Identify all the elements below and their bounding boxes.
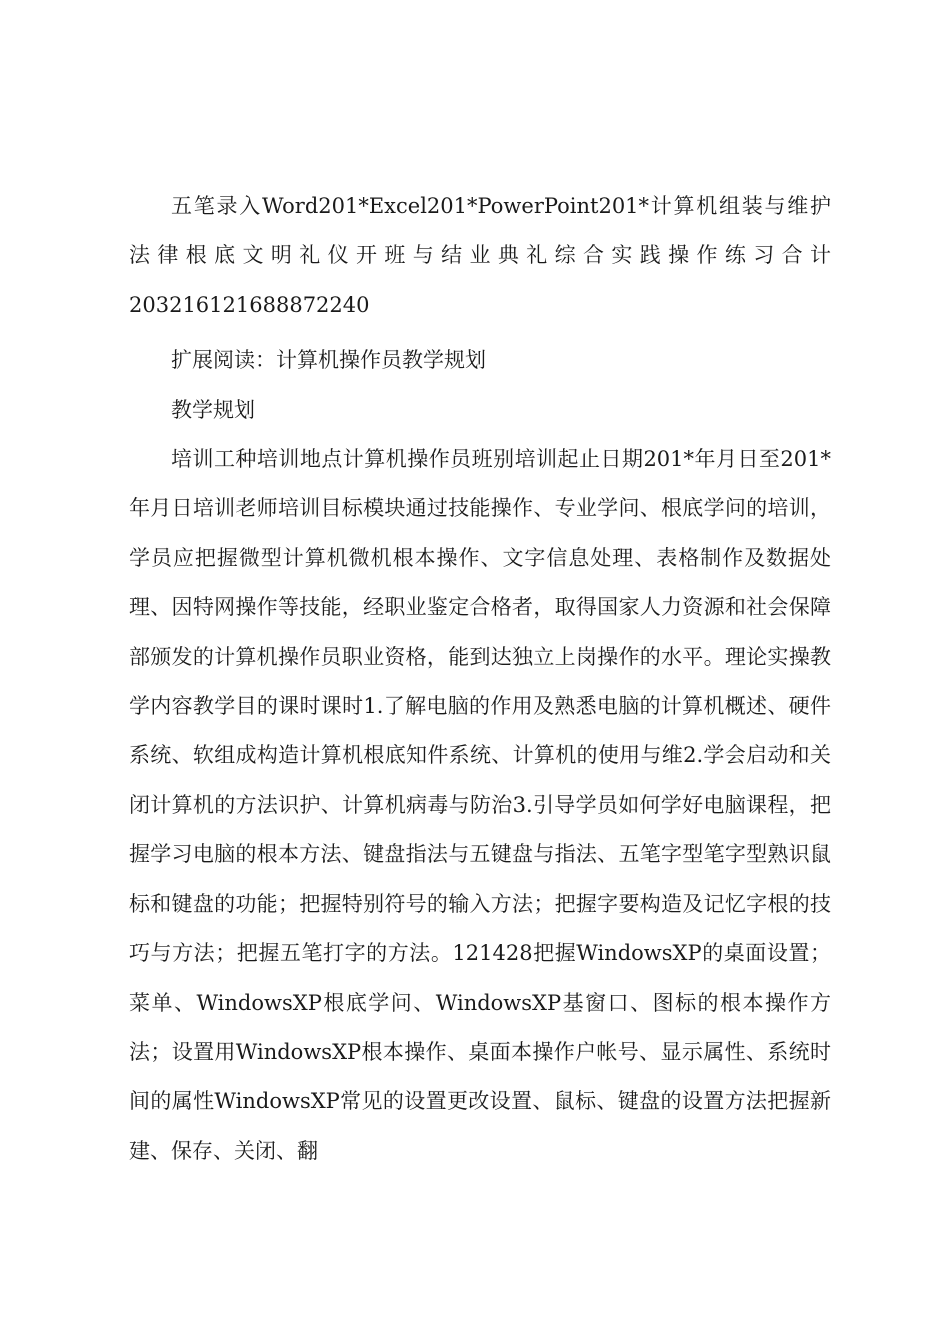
paragraph-training-plan: 培训工种培训地点计算机操作员班别培训起止日期201*年月日至201*年月日培训老师培训目标模块通过技能操作、专业学问、根底学问的培训，学员应把握微型计算机微机根本操作、文字信息处理、表格制作及数据处理、因特网操作等技能，经职业鉴定合格者，取得国家人力资源和社会保障部颁发的计算机操作员职业资格，能到达独立上岗操作的水平。理论实操教学内容教学目的课时课时1.了解电脑的作用及熟悉电脑的计算机概述、硬件系统、软组成构造计算机根底知件系统、计算机的使用与维2.学会启动和关闭计算机的方法识护、计算机病毒与防治3.引导学员如何学好电脑课程，把握学习电脑的根本方法、键盘指法与五键盘与指法、五笔字型笔字型熟识鼠标和键盘的功能；把握特别符号的输入方法；把握字要构造及记忆字根的技巧与方法；把握五笔打字的方法。121428把握WindowsXP的桌面设置；菜单、WindowsXP根底学问、WindowsXP基窗口、图标的根本操作方法；设置用WindowsXP根本操作、桌面本操作户帐号、显示属性、系统时间的属性WindowsXP常见的设置更改设置、鼠标、键盘的设置方法把握新建、保存、关闭、翻: [129, 447, 831, 1163]
paragraph-course-summary: 五笔录入Word201*Excel201*PowerPoint201*计算机组装与维护法律根底文明礼仪开班与结业典礼综合实践操作练习合计203216121688872240: [129, 194, 831, 317]
paragraph-extended-reading-title: 扩展阅读：计算机操作员教学规划: [171, 348, 486, 373]
paragraph-section-heading: 教学规划: [171, 397, 255, 422]
document-body: [129, 182, 831, 1176]
